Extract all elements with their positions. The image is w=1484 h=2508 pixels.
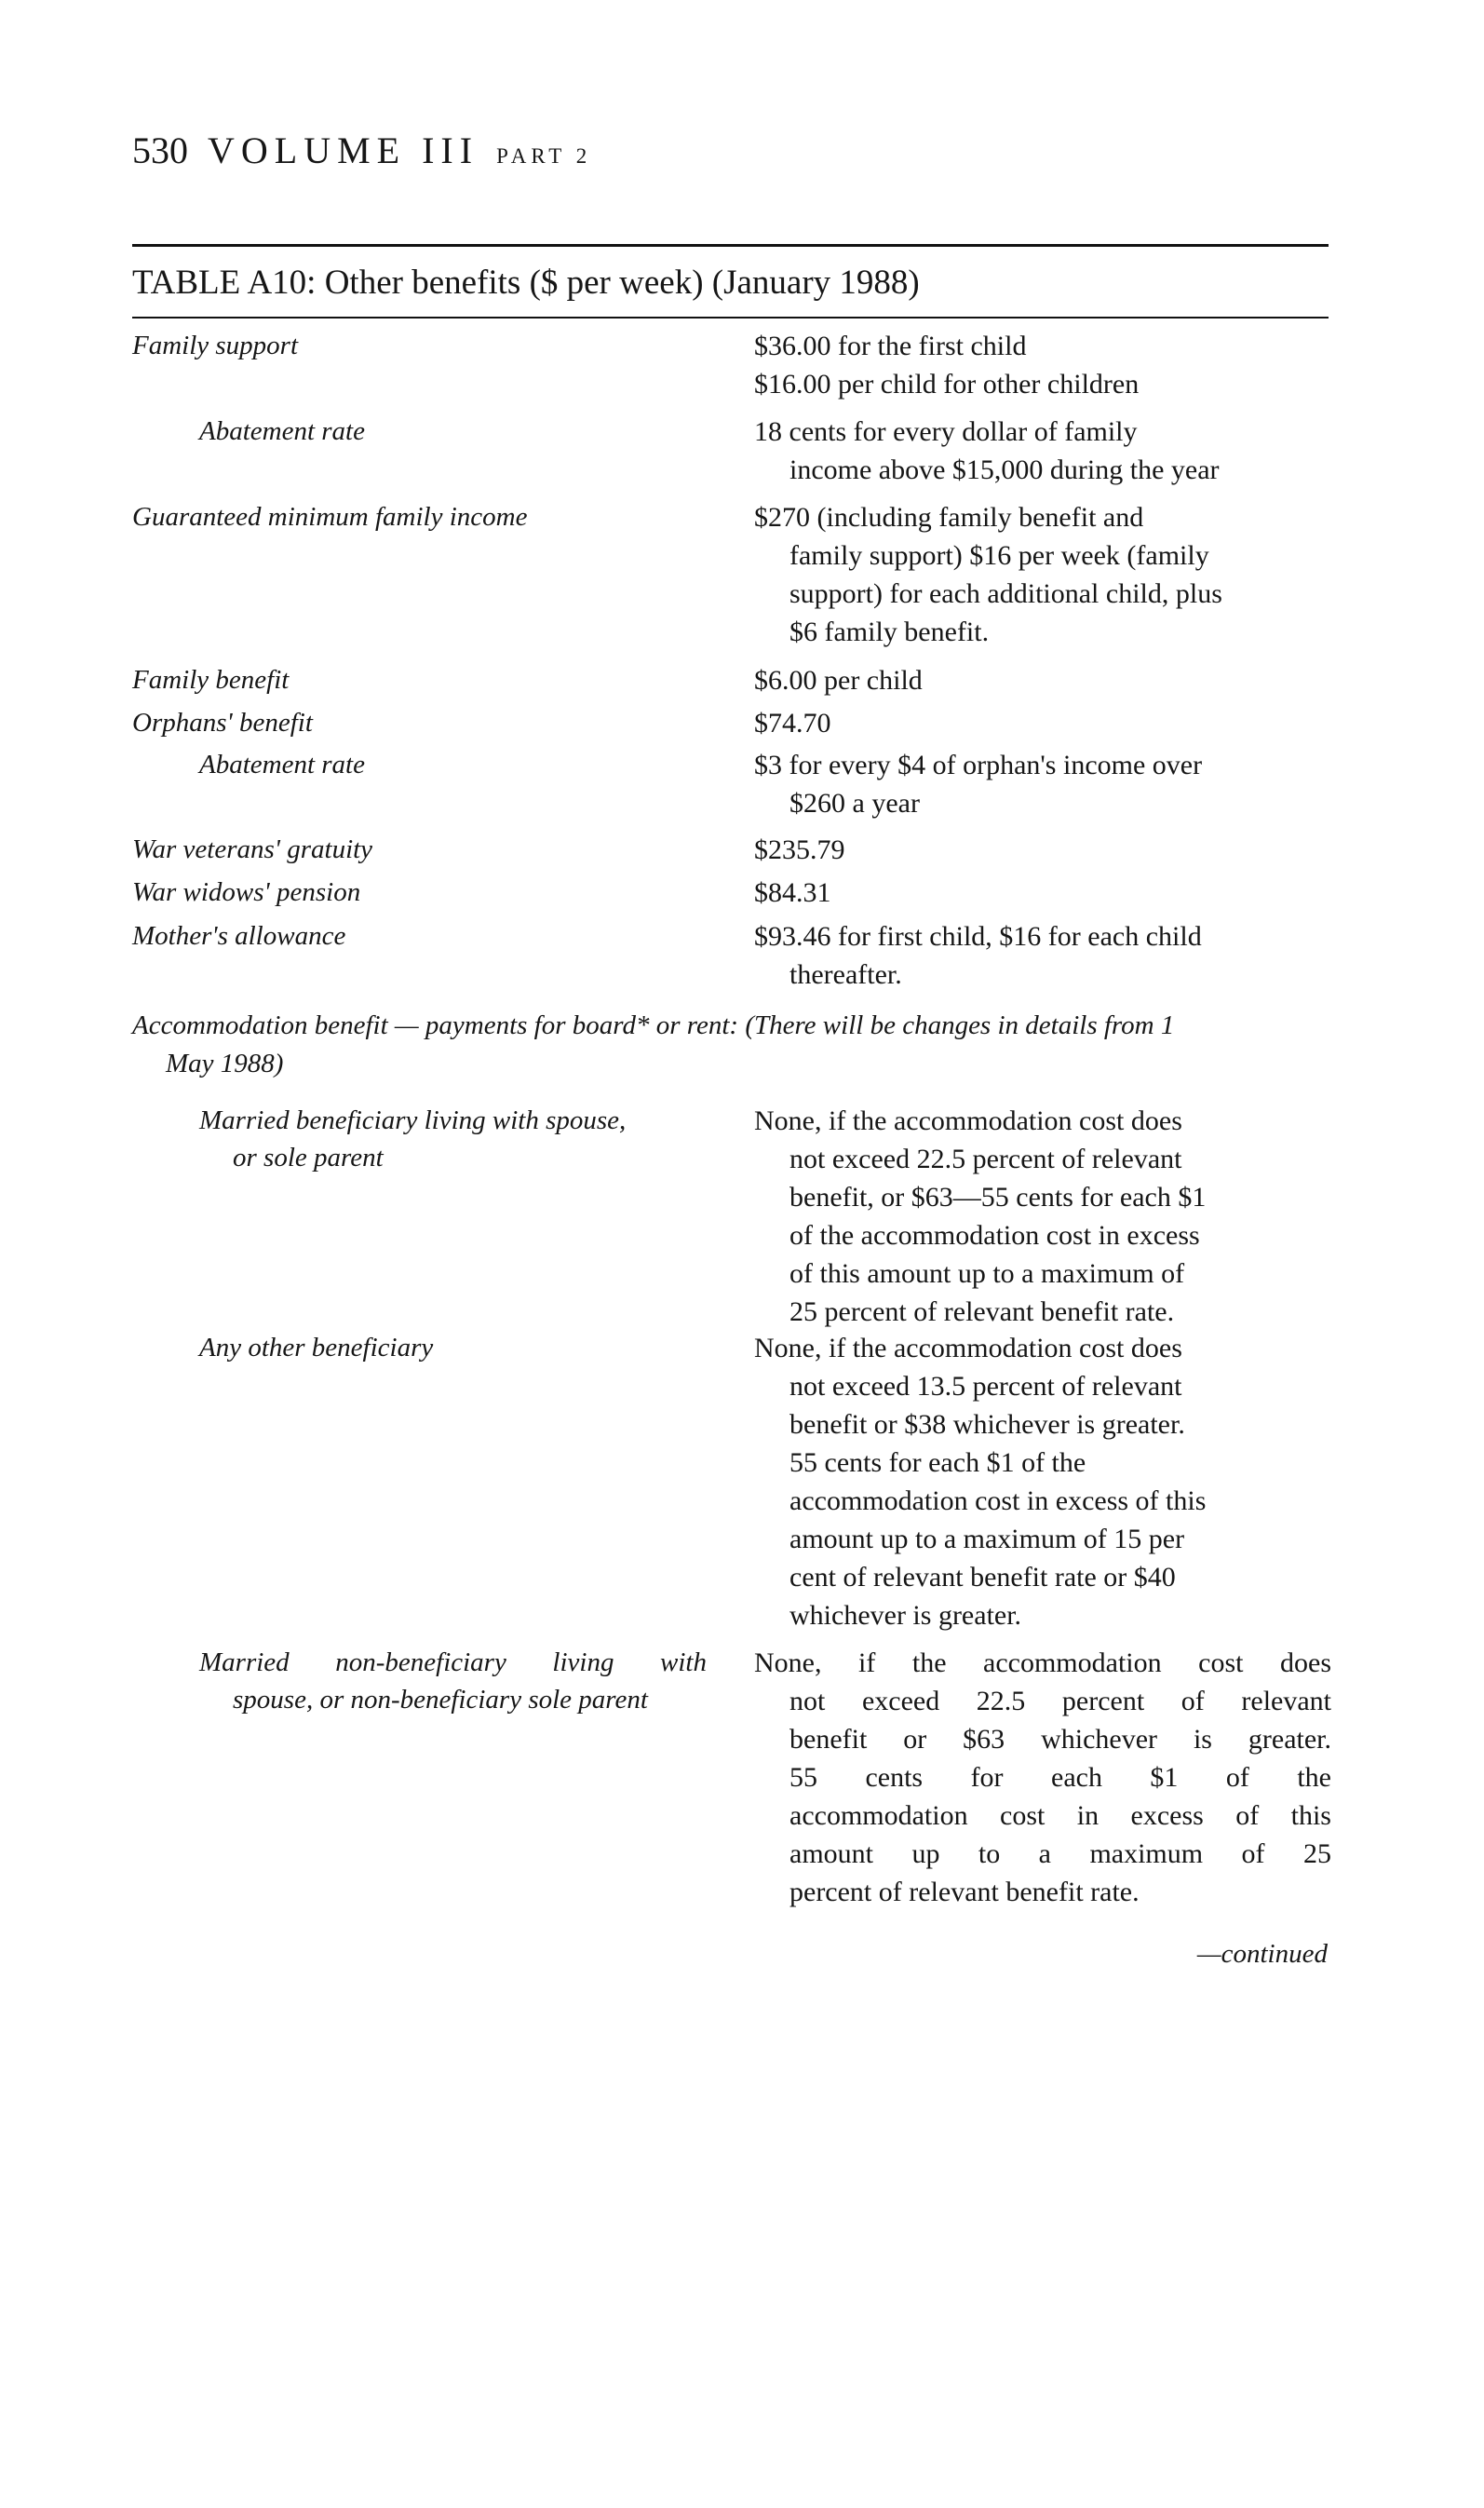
- value-line: of this amount up to a maximum of: [789, 1258, 1185, 1289]
- value-line: $3 for every $4 of orphan's income over: [754, 750, 1203, 780]
- table-header-rule: [132, 317, 1329, 319]
- value-line: None, if the accommodation cost does: [754, 1333, 1182, 1363]
- value-line: support) for each additional child, plus: [789, 578, 1222, 609]
- value-line: $74.70: [754, 708, 831, 739]
- value-line: 18 cents for every dollar of family: [754, 416, 1138, 447]
- value-line: 55 cents for each $1 of the: [789, 1447, 1086, 1478]
- table-top-rule: [132, 244, 1329, 247]
- row-value-war-veterans-gratuity: [754, 831, 1331, 869]
- row-label-family-benefit: Family benefit: [132, 665, 290, 695]
- value-line: not exceed 13.5 percent of relevant: [789, 1371, 1182, 1402]
- value-line: not exceed 22.5 percent of relevant: [789, 1686, 1331, 1716]
- accom-label-married-non-beneficiary: [199, 1644, 707, 1718]
- value-line: not exceed 22.5 percent of relevant: [789, 1144, 1182, 1174]
- value-line: None, if the accommodation cost does: [754, 1647, 1331, 1678]
- row-label-family-support: Family support: [132, 331, 299, 360]
- value-line: 25 percent of relevant benefit rate.: [789, 1296, 1175, 1327]
- row-value-family-benefit: [754, 661, 1331, 699]
- accommodation-heading-cont: May 1988): [166, 1049, 284, 1078]
- row-value-war-widows-pension: [754, 874, 1331, 912]
- accom-label-any-other-beneficiary: [199, 1329, 433, 1366]
- value-line: benefit or $63 whichever is greater.: [789, 1724, 1331, 1755]
- value-line: of the accommodation cost in excess: [789, 1220, 1200, 1251]
- table-title: TABLE A10: Other benefits ($ per week) (January 1988): [132, 264, 920, 302]
- label-line: Married beneficiary living with spouse,: [199, 1105, 627, 1135]
- row-value-orphans-benefit: [754, 704, 1331, 742]
- row-label-orphans-abatement-rate: Abatement rate: [199, 750, 365, 780]
- volume-label: VOLUME III: [208, 129, 479, 171]
- value-line: $260 a year: [789, 788, 920, 819]
- row-label-war-widows-pension: War widows' pension: [132, 877, 361, 907]
- accom-label-married-beneficiary: [199, 1102, 626, 1176]
- value-line: income above $15,000 during the year: [789, 454, 1220, 485]
- value-line: benefit, or $63—55 cents for each $1: [789, 1182, 1207, 1213]
- value-line: accommodation cost in excess of this: [789, 1800, 1331, 1831]
- value-line: $93.46 for first child, $16 for each child: [754, 921, 1202, 952]
- row-value-orphans-abatement-rate: [754, 746, 1331, 822]
- page-number: 530: [132, 129, 188, 171]
- label-line: or sole parent: [233, 1143, 384, 1173]
- row-label-mothers-allowance: Mother's allowance: [132, 921, 346, 951]
- value-line: thereafter.: [789, 959, 902, 990]
- row-label-war-veterans-gratuity: War veterans' gratuity: [132, 834, 373, 864]
- value-line: $270 (including family benefit and: [754, 502, 1144, 533]
- row-value-guaranteed-minimum-family-income: [754, 498, 1331, 651]
- value-line: family support) $16 per week (family: [789, 540, 1209, 571]
- value-line: whichever is greater.: [789, 1600, 1022, 1631]
- value-line: $36.00 for the first child: [754, 331, 1027, 361]
- value-line: $6.00 per child: [754, 665, 923, 696]
- row-label-abatement-rate: Abatement rate: [199, 416, 365, 446]
- value-line: $84.31: [754, 877, 831, 908]
- value-line: cent of relevant benefit rate or $40: [789, 1562, 1176, 1593]
- label-line: spouse, or non-beneficiary sole parent: [233, 1685, 648, 1715]
- row-value-family-support: [754, 327, 1331, 403]
- row-value-mothers-allowance: [754, 917, 1331, 994]
- row-label-orphans-benefit: Orphans' benefit: [132, 708, 313, 738]
- label-line: Married non-beneficiary living with: [199, 1647, 707, 1677]
- value-line: 55 cents for each $1 of the: [789, 1762, 1331, 1793]
- continued-note: —continued: [1196, 1939, 1328, 1969]
- value-line: accommodation cost in excess of this: [789, 1485, 1207, 1516]
- row-label-guaranteed-minimum-family-income: Guaranteed minimum family income: [132, 502, 528, 532]
- running-head: [132, 129, 591, 172]
- accommodation-heading: Accommodation benefit — payments for board* or rent: (There will be changes in details from 1: [132, 1010, 1175, 1040]
- accom-value-married-non-beneficiary: [754, 1644, 1331, 1911]
- value-line: $6 family benefit.: [789, 617, 990, 647]
- part-label: PART 2: [496, 144, 592, 168]
- accom-value-married-beneficiary: [754, 1102, 1331, 1331]
- accom-value-any-other-beneficiary: [754, 1329, 1331, 1634]
- value-line: percent of relevant benefit rate.: [789, 1877, 1140, 1907]
- value-line: amount up to a maximum of 25: [789, 1838, 1331, 1869]
- label-line: Any other beneficiary: [199, 1333, 434, 1362]
- value-line: benefit or $38 whichever is greater.: [789, 1409, 1185, 1440]
- value-line: amount up to a maximum of 15 per: [789, 1524, 1185, 1554]
- row-value-abatement-rate: [754, 413, 1331, 489]
- value-line: None, if the accommodation cost does: [754, 1105, 1182, 1136]
- value-line: $235.79: [754, 834, 845, 865]
- value-line: $16.00 per child for other children: [754, 369, 1140, 400]
